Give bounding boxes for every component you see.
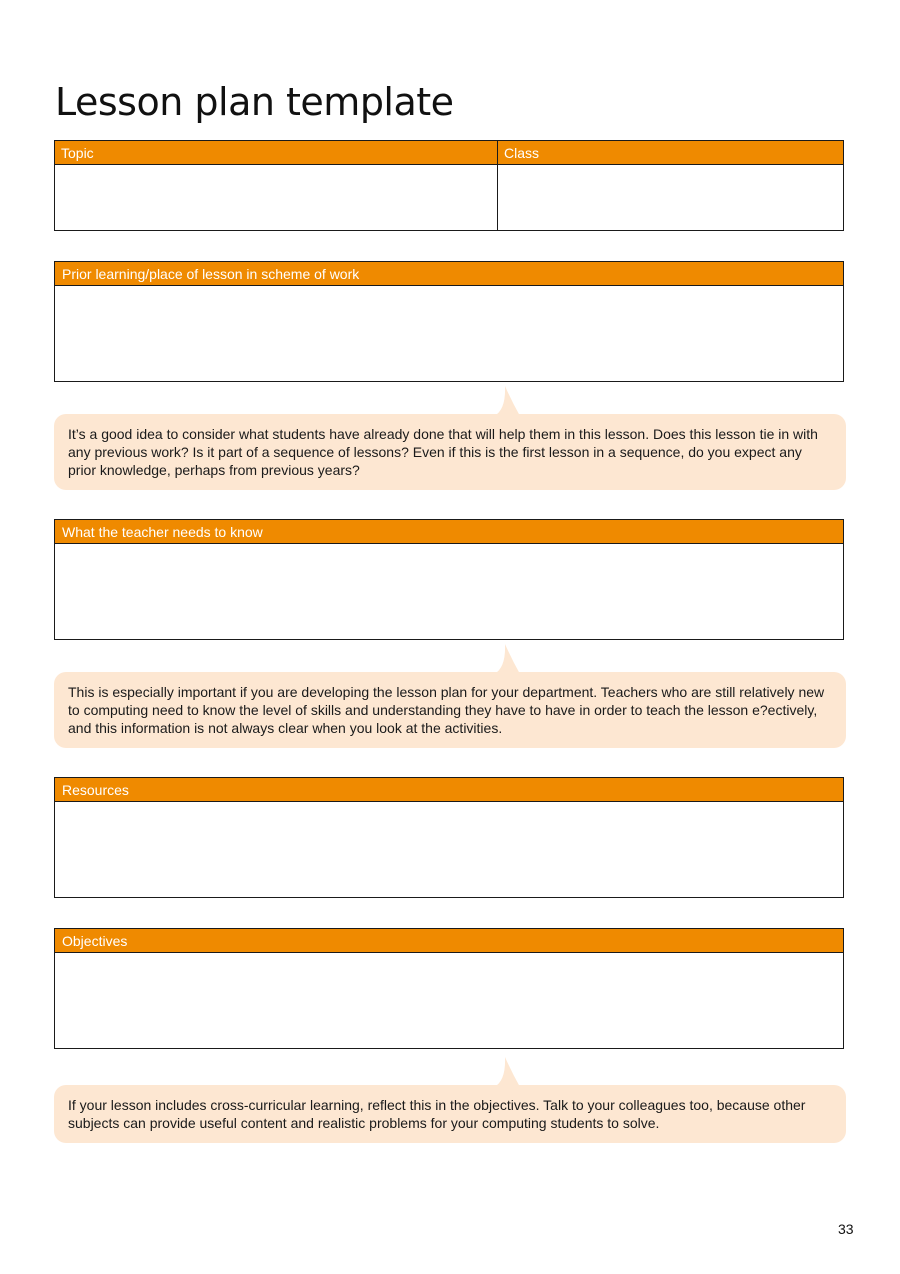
prior-learning-input-area[interactable] (55, 286, 843, 380)
topic-field[interactable] (55, 141, 498, 230)
resources-input-area[interactable] (55, 802, 843, 896)
prior-learning-note-text: It’s a good idea to consider what students have already done that will help them in this lesson. Does this lesson tie in with any previous work? Is it part of a sequence of lessons? Even if this is the first lesson in a sequence, do you expect any prior knowledge, perhaps from previous years? (68, 426, 818, 478)
class-input-area[interactable] (498, 165, 843, 229)
teacher-knowledge-note-text: This is especially important if you are developing the lesson plan for your department. Teachers who are still relatively new to computing need to know the level of skills and understanding they have to have in order to teach the lesson e?ectively, and this information is not always clear when you look at the activities. (68, 684, 825, 736)
topic-class-box (54, 140, 844, 231)
page-number: 33 (838, 1221, 854, 1237)
page-title: Lesson plan template (55, 80, 454, 124)
resources-label: Resources (55, 778, 843, 802)
objectives-note (54, 1085, 846, 1143)
teacher-knowledge-note (54, 672, 846, 748)
prior-learning-label: Prior learning/place of lesson in scheme of work (55, 262, 843, 286)
speech-bubble-tail-icon (494, 1055, 524, 1087)
teacher-knowledge-input-area[interactable] (55, 544, 843, 638)
objectives-note-text: If your lesson includes cross-curricular learning, reflect this in the objectives. Talk to your colleagues too, because other subjects can provide useful content and realistic problems for your computing students to solve. (68, 1097, 806, 1131)
objectives-label: Objectives (55, 929, 843, 953)
speech-bubble-tail-icon (494, 384, 524, 416)
teacher-knowledge-label: What the teacher needs to know (55, 520, 843, 544)
objectives-box (54, 928, 844, 1049)
prior-learning-note (54, 414, 846, 490)
speech-bubble-tail-icon (494, 642, 524, 674)
resources-box (54, 777, 844, 898)
prior-learning-box (54, 261, 844, 382)
teacher-knowledge-box (54, 519, 844, 640)
objectives-input-area[interactable] (55, 953, 843, 1047)
topic-label: Topic (55, 141, 497, 165)
topic-input-area[interactable] (55, 165, 497, 229)
class-label: Class (498, 141, 843, 165)
class-field[interactable] (498, 141, 843, 230)
